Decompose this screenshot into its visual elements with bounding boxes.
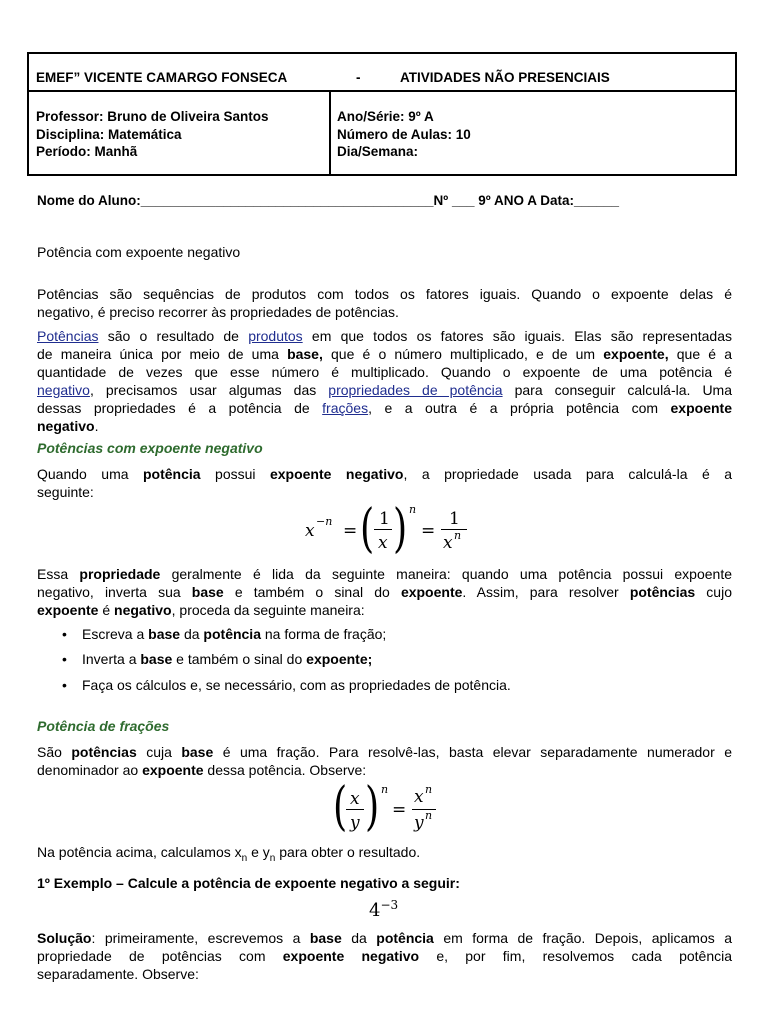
header-separator: -	[356, 70, 361, 85]
section1-expl-line-2: negativo, inverta sua base e também o sinal do expoente. Assim, para resolver potências cujo	[37, 584, 732, 600]
section1-expl-line-1: Essa propriedade geralmente é lida da seguinte maneira: quando uma potência possui expoente	[37, 566, 733, 582]
example-1-title: 1º Exemplo – Calcule a potência de expoente negativo a seguir:	[37, 875, 460, 891]
section1-expl-line-3: expoente é negativo, proceda da seguinte maneira:	[37, 602, 365, 618]
fraction-power-formula: ( x y ) n = x n y n	[330, 781, 450, 837]
link-fracoes[interactable]: frações	[322, 400, 369, 416]
example-1-solution	[37, 929, 732, 983]
definition-line-1: Potências são o resultado de produtos em que todos os fatores são iguais. Elas são representadas	[37, 328, 732, 344]
section1-explanation	[37, 565, 732, 619]
section-heading-fracoes: Potência de frações	[37, 718, 170, 734]
solution-line-2: propriedade de potências com expoente negativo e, por fim, resolvemos cada potência	[37, 948, 733, 964]
section1-line-1: Quando uma potência possui expoente negativo, a propriedade usada para calculá-la é a	[37, 466, 732, 482]
intro-line-1: Potências são sequências de produtos com todos os fatores iguais. Quando o expoente delas é	[37, 286, 732, 302]
definition-paragraph	[37, 327, 732, 435]
example-1-expression: $4^{-3}$	[369, 898, 399, 921]
header-title-row	[29, 54, 735, 92]
section2-line-1: São potências cuja base é uma fração. Para resolvê-las, basta elevar separadamente numerador e	[37, 744, 732, 760]
professor-label: Professor: Bruno de Oliveira Santos	[36, 109, 269, 124]
link-propriedades-potencia[interactable]: propriedades de potência	[328, 382, 503, 398]
definition-line-5: dessas propriedades é a potência de frações, e a outra é a própria potência com expoente	[37, 400, 732, 416]
header-left-cell	[29, 92, 331, 176]
intro-paragraph	[37, 285, 732, 321]
periodo-label: Período: Manhã	[36, 144, 138, 159]
numero-aulas-label: Número de Aulas: 10	[337, 127, 471, 142]
link-negativo[interactable]: negativo	[37, 382, 90, 398]
solution-line-3: separadamente. Observe:	[37, 966, 199, 982]
link-potencias[interactable]: Potências	[37, 328, 99, 344]
activities-title: ATIVIDADES NÃO PRESENCIAIS	[400, 70, 610, 85]
disciplina-label: Disciplina: Matemática	[36, 127, 182, 142]
topic-title: Potência com expoente negativo	[37, 244, 241, 260]
solution-line-1: Solução: primeiramente, escrevemos a base da potência em forma de fração. Depois, aplicamos a	[37, 930, 732, 946]
definition-line-6: negativo.	[37, 418, 99, 434]
section2-intro	[37, 743, 732, 779]
intro-line-2: negativo, é preciso recorrer às propriedades de potências.	[37, 304, 399, 320]
section-heading-expoente-negativo: Potências com expoente negativo	[37, 440, 263, 456]
school-name: EMEF” VICENTE CAMARGO FONSECA	[36, 70, 288, 85]
student-info-line: Nome do Aluno:_______________________________________Nº ___ 9º ANO A Data:______	[37, 193, 619, 208]
link-produtos[interactable]: produtos	[248, 328, 303, 344]
section1-intro	[37, 465, 732, 501]
negative-exponent-formula: x −n = ( 1 x ) n = 1 x n	[305, 503, 475, 559]
section1-line-2: seguinte:	[37, 484, 94, 500]
fraction-note: Na potência acima, calculamos $x_n$ e $y_n$ para obter o resultado.	[37, 844, 421, 864]
ano-serie-label: Ano/Série: 9º A	[337, 109, 434, 124]
section2-line-2: denominador ao expoente dessa potência. Observe:	[37, 762, 367, 778]
definition-line-2: de maneira única por meio de uma base, que é o número multiplicado, e de um expoente, que é a	[37, 346, 732, 362]
dia-semana-label: Dia/Semana:	[337, 144, 419, 159]
definition-line-3: quantidade de vezes que esse número é multiplicado. Quando o expoente de uma potência é	[37, 364, 732, 380]
definition-line-4: negativo, precisamos usar algumas das propriedades de potência para conseguir calculá-la. Uma	[37, 382, 733, 398]
header-table	[27, 52, 737, 176]
